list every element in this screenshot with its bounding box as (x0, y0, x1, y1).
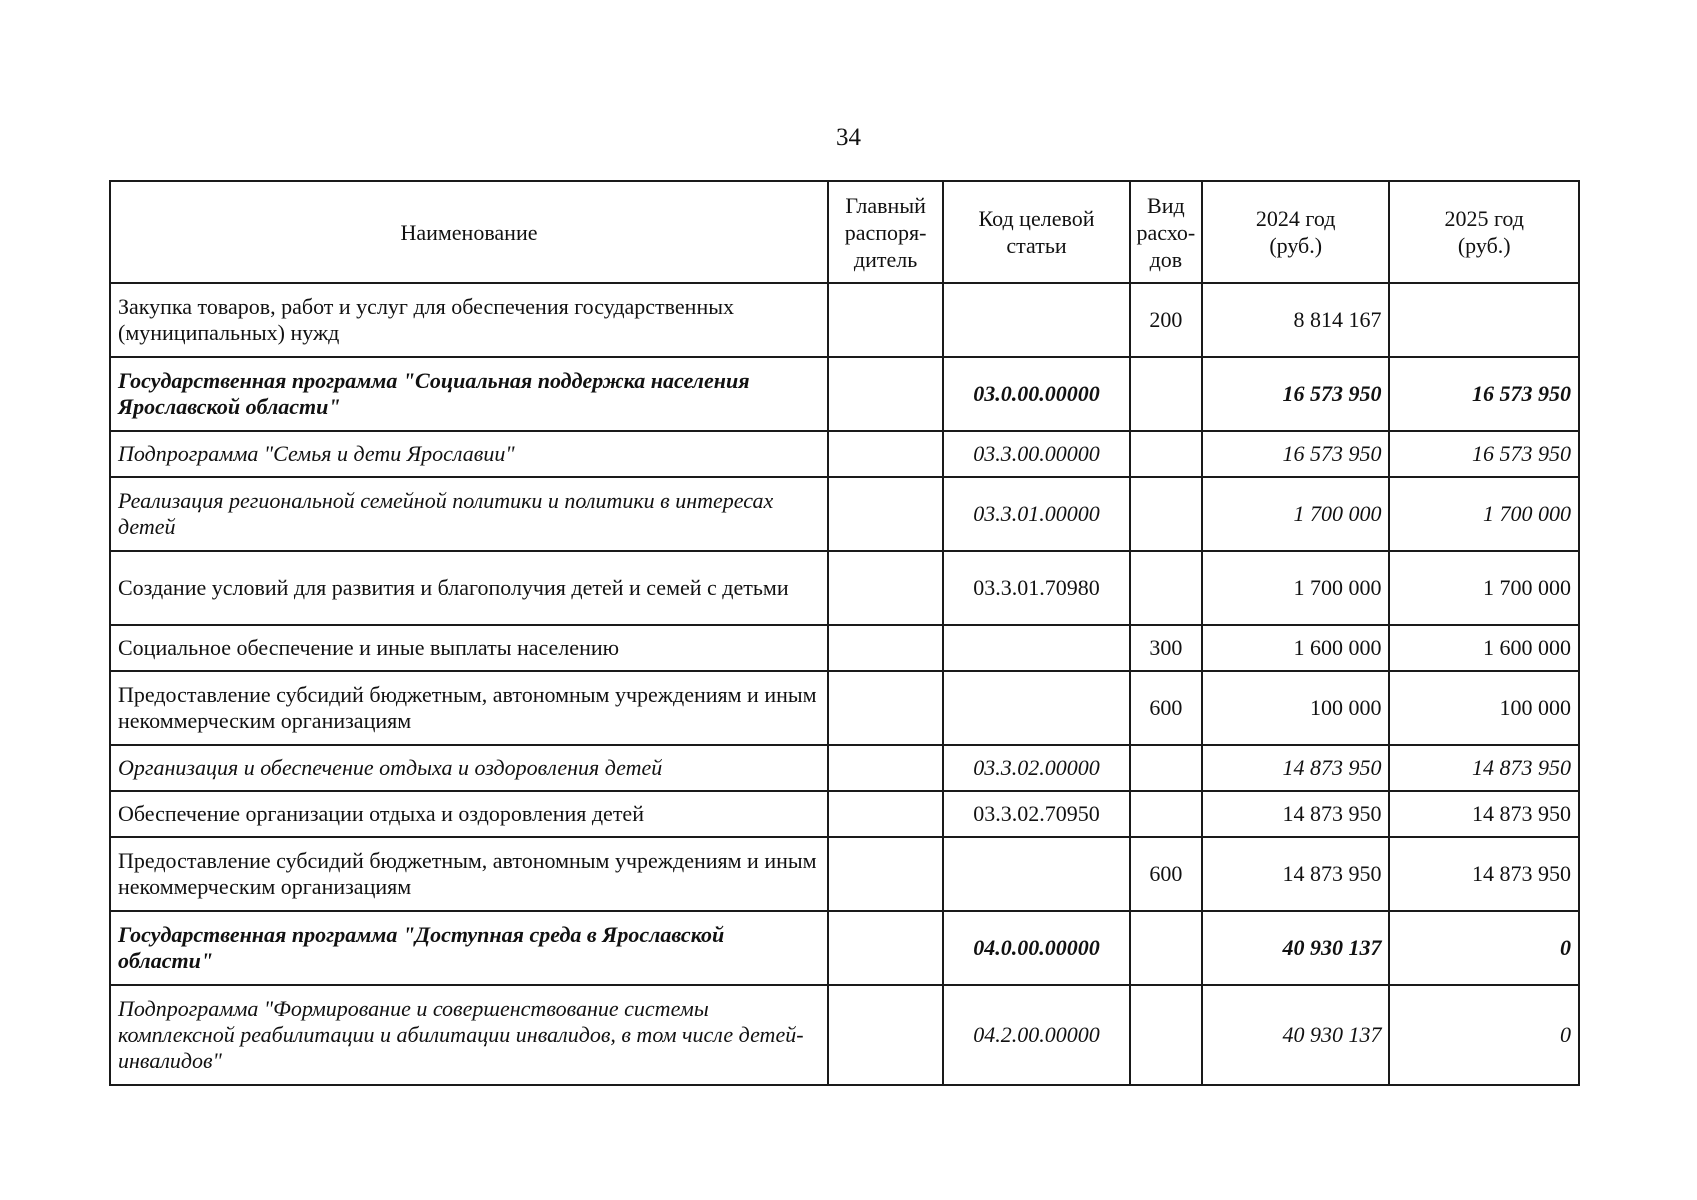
row-name: Организация и обеспечение отдыха и оздоровления детей (110, 745, 828, 791)
row-name: Предоставление субсидий бюджетным, автономным учреждениям и иным некоммерческим организациям (110, 671, 828, 745)
table-row (110, 837, 1579, 911)
row-amount-2025: 16 573 950 (1389, 357, 1579, 431)
row-target-code: 04.2.00.00000 (943, 985, 1130, 1085)
row-expense-type: 200 (1130, 283, 1202, 357)
header-target-code: Код целевой статьи (943, 181, 1130, 283)
table-row (110, 671, 1579, 745)
table-row (110, 477, 1579, 551)
row-target-code: 03.3.02.70950 (943, 791, 1130, 837)
row-amount-2025: 0 (1389, 911, 1579, 985)
row-target-code (943, 837, 1130, 911)
row-amount-2024: 14 873 950 (1202, 745, 1390, 791)
row-amount-2025: 0 (1389, 985, 1579, 1085)
row-amount-2025 (1389, 283, 1579, 357)
row-amount-2025: 1 700 000 (1389, 551, 1579, 625)
row-expense-type (1130, 357, 1202, 431)
row-expense-type (1130, 791, 1202, 837)
row-amount-2024: 8 814 167 (1202, 283, 1390, 357)
row-name: Социальное обеспечение и иные выплаты населению (110, 625, 828, 671)
row-target-code: 03.0.00.00000 (943, 357, 1130, 431)
row-target-code (943, 283, 1130, 357)
table-row (110, 431, 1579, 477)
row-target-code: 03.3.01.70980 (943, 551, 1130, 625)
row-amount-2024: 14 873 950 (1202, 837, 1390, 911)
budget-table (109, 180, 1580, 1086)
row-amount-2024: 1 700 000 (1202, 551, 1390, 625)
row-amount-2025: 14 873 950 (1389, 745, 1579, 791)
row-name: Реализация региональной семейной политики и политики в интересах детей (110, 477, 828, 551)
row-amount-2024: 1 700 000 (1202, 477, 1390, 551)
table-header-row (110, 181, 1579, 283)
row-target-code: 03.3.02.00000 (943, 745, 1130, 791)
row-name: Обеспечение организации отдыха и оздоровления детей (110, 791, 828, 837)
row-target-code: 03.3.00.00000 (943, 431, 1130, 477)
row-amount-2025: 16 573 950 (1389, 431, 1579, 477)
row-chief-manager (828, 671, 943, 745)
row-amount-2025: 100 000 (1389, 671, 1579, 745)
row-chief-manager (828, 837, 943, 911)
table-row (110, 357, 1579, 431)
row-expense-type (1130, 477, 1202, 551)
row-expense-type (1130, 745, 1202, 791)
row-amount-2025: 14 873 950 (1389, 837, 1579, 911)
row-name: Создание условий для развития и благополучия детей и семей с детьми (110, 551, 828, 625)
header-expense-type: Вид расхо- дов (1130, 181, 1202, 283)
row-name: Закупка товаров, работ и услуг для обеспечения государственных (муниципальных) нужд (110, 283, 828, 357)
row-name: Предоставление субсидий бюджетным, автономным учреждениям и иным некоммерческим организациям (110, 837, 828, 911)
row-target-code: 03.3.01.00000 (943, 477, 1130, 551)
row-amount-2025: 14 873 950 (1389, 791, 1579, 837)
row-expense-type (1130, 431, 1202, 477)
row-expense-type (1130, 911, 1202, 985)
row-amount-2024: 14 873 950 (1202, 791, 1390, 837)
row-chief-manager (828, 625, 943, 671)
table-row (110, 745, 1579, 791)
row-chief-manager (828, 551, 943, 625)
row-target-code (943, 625, 1130, 671)
row-name: Государственная программа "Социальная поддержка населения Ярославской области" (110, 357, 828, 431)
row-amount-2024: 40 930 137 (1202, 911, 1390, 985)
row-name: Государственная программа "Доступная среда в Ярославской области" (110, 911, 828, 985)
row-amount-2024: 16 573 950 (1202, 357, 1390, 431)
table-row (110, 911, 1579, 985)
page-number: 34 (836, 124, 861, 151)
row-chief-manager (828, 477, 943, 551)
row-chief-manager (828, 357, 943, 431)
header-chief-manager: Главный распоря- дитель (828, 181, 943, 283)
row-expense-type: 300 (1130, 625, 1202, 671)
row-chief-manager (828, 985, 943, 1085)
header-year-2025: 2025 год (руб.) (1389, 181, 1579, 283)
row-expense-type (1130, 551, 1202, 625)
table-row (110, 283, 1579, 357)
row-amount-2024: 1 600 000 (1202, 625, 1390, 671)
table-row (110, 985, 1579, 1085)
row-expense-type (1130, 985, 1202, 1085)
row-amount-2024: 16 573 950 (1202, 431, 1390, 477)
row-chief-manager (828, 911, 943, 985)
table-row (110, 625, 1579, 671)
row-target-code (943, 671, 1130, 745)
header-name: Наименование (110, 181, 828, 283)
row-chief-manager (828, 431, 943, 477)
row-amount-2025: 1 700 000 (1389, 477, 1579, 551)
row-expense-type: 600 (1130, 671, 1202, 745)
row-expense-type: 600 (1130, 837, 1202, 911)
row-chief-manager (828, 283, 943, 357)
table-row (110, 791, 1579, 837)
row-amount-2024: 100 000 (1202, 671, 1390, 745)
row-name: Подпрограмма "Семья и дети Ярославии" (110, 431, 828, 477)
table-row (110, 551, 1579, 625)
row-chief-manager (828, 745, 943, 791)
row-target-code: 04.0.00.00000 (943, 911, 1130, 985)
row-amount-2024: 40 930 137 (1202, 985, 1390, 1085)
row-amount-2025: 1 600 000 (1389, 625, 1579, 671)
row-name: Подпрограмма "Формирование и совершенствование системы комплексной реабилитации и абилитации инвалидов, в том числе детей-инвалидов" (110, 985, 828, 1085)
row-chief-manager (828, 791, 943, 837)
header-year-2024: 2024 год (руб.) (1202, 181, 1390, 283)
